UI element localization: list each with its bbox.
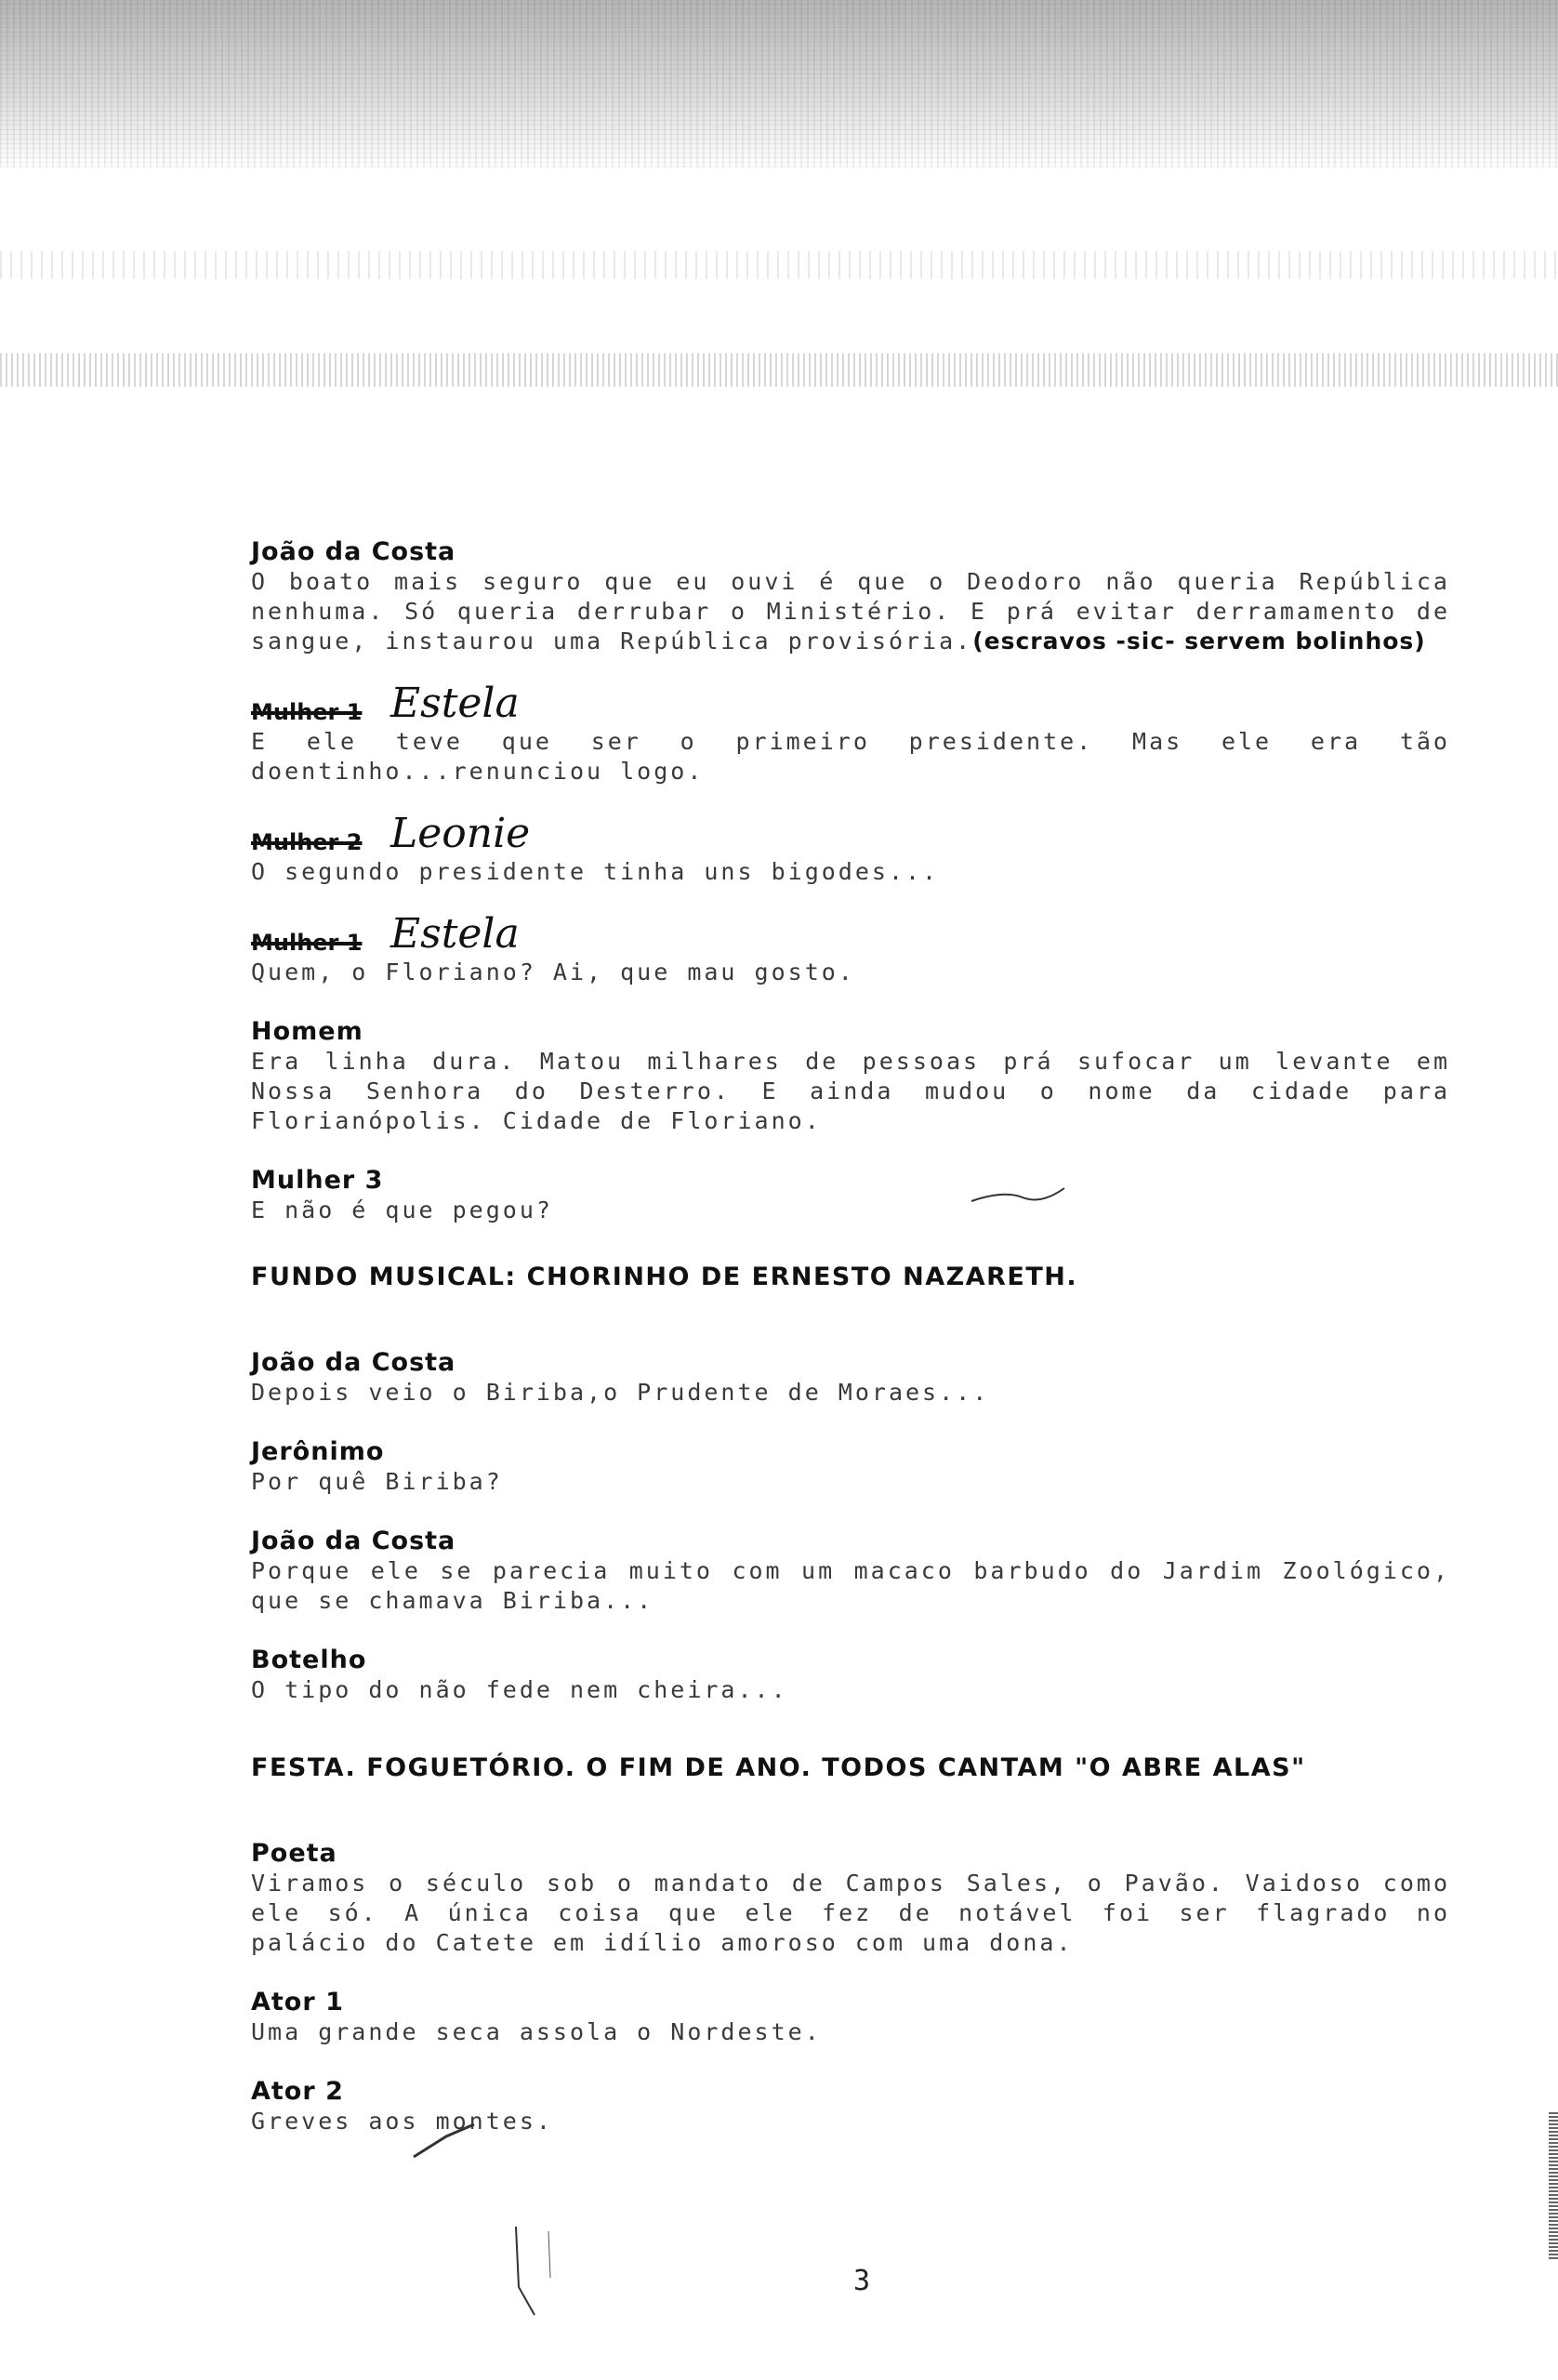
speaker-name: Botelho [251, 1646, 367, 1674]
speaker-name: Mulher 3 [251, 1166, 384, 1195]
handwritten-speaker-name: Estela [390, 910, 520, 958]
dialogue-block [251, 1166, 1450, 1225]
speaker-name: Ator 2 [251, 2077, 344, 2106]
scan-noise-top [0, 0, 1558, 167]
dialogue-text: Por quê Biriba? [251, 1468, 503, 1495]
stage-note: (escravos -sic- servem bolinhos) [972, 628, 1426, 654]
speaker-name: Jerônimo [251, 1437, 385, 1466]
dialogue-block [251, 1348, 1450, 1408]
pen-stroke-mark [967, 1181, 1069, 1209]
dialogue-text: Uma grande seca assola o Nordeste. [251, 2018, 822, 2045]
script-page [251, 537, 1468, 2166]
dialogue-block [251, 1839, 1468, 1958]
dialogue-block [251, 537, 1468, 656]
handwritten-speaker-name: Leonie [390, 810, 531, 857]
page-number: 3 [853, 2265, 871, 2297]
speaker-name: João da Costa [251, 1348, 456, 1377]
dialogue-text: O segundo presidente tinha uns bigodes... [251, 858, 940, 885]
speaker-name: Ator 1 [251, 1988, 344, 2016]
stage-direction: FUNDO MUSICAL: CHORINHO DE ERNESTO NAZARETH. [251, 1263, 1078, 1291]
dialogue-block [251, 1437, 1450, 1497]
scan-noise-dots [0, 251, 1558, 279]
speaker-name: João da Costa [251, 537, 456, 566]
dialogue-text: Depois veio o Biriba,o Prudente de Moraes... [251, 1379, 990, 1406]
dialogue-text: O boato mais seguro que eu ouvi é que o Deodoro não queria República nenhuma. Só queria derrubar o Ministério. E prá evitar derramamento de sangue, instaurou uma República provisória.(escravos -sic- servem bolinhos) [251, 568, 1468, 654]
dialogue-text: Era linha dura. Matou milhares de pessoas prá sufocar um levante em Nossa Senhora do Desterro. E ainda mudou o nome da cidade para Florianópolis. Cidade de Floriano. [251, 1048, 1468, 1134]
dialogue-text: O tipo do não fede nem cheira... [251, 1676, 788, 1703]
struck-speaker-name: Mulher 1 [251, 699, 363, 725]
dialogue-block [251, 1017, 1468, 1136]
dialogue-block [251, 810, 1450, 887]
pen-stroke-mark [409, 2120, 483, 2166]
dialogue-block [251, 910, 1450, 987]
dialogue-block [251, 680, 1468, 787]
handwritten-speaker-name: Estela [390, 680, 520, 727]
dialogue-text: Greves aos montes. [251, 2108, 553, 2135]
struck-speaker-name: Mulher 2 [251, 829, 363, 855]
edited-speaker [251, 910, 1450, 958]
edited-speaker [251, 680, 1450, 727]
dialogue-block [251, 1646, 1450, 1705]
dialogue-text: Viramos o século sob o mandato de Campos Sales, o Pavão. Vaidoso como ele só. A única coisa que ele fez de notável foi ser flagrado no palácio do Catete em idílio amoroso com uma dona. [251, 1870, 1468, 1956]
speaker-name: João da Costa [251, 1527, 456, 1555]
scan-noise-strip [0, 353, 1558, 387]
stage-direction: FESTA. FOGUETÓRIO. O FIM DE ANO. TODOS CANTAM "O ABRE ALAS" [251, 1753, 1306, 1782]
dialogue-block [251, 1527, 1468, 1616]
scan-edge-mark [1549, 2110, 1558, 2259]
edited-speaker [251, 810, 1450, 857]
dialogue-text: Quem, o Floriano? Ai, que mau gosto. [251, 959, 855, 985]
dialogue-block [251, 1988, 1450, 2047]
struck-speaker-name: Mulher 1 [251, 930, 363, 956]
dialogue-text: E não é que pegou? [251, 1197, 553, 1223]
speaker-name: Poeta [251, 1839, 337, 1868]
dialogue-text: Porque ele se parecia muito com um macaco barbudo do Jardim Zoológico, que se chamava Biriba... [251, 1557, 1468, 1614]
speaker-name: Homem [251, 1017, 363, 1046]
dialogue-text: E ele teve que ser o primeiro presidente. Mas ele era tão doentinho...renunciou logo. [251, 728, 1468, 785]
pen-stroke-mark [493, 2222, 567, 2352]
